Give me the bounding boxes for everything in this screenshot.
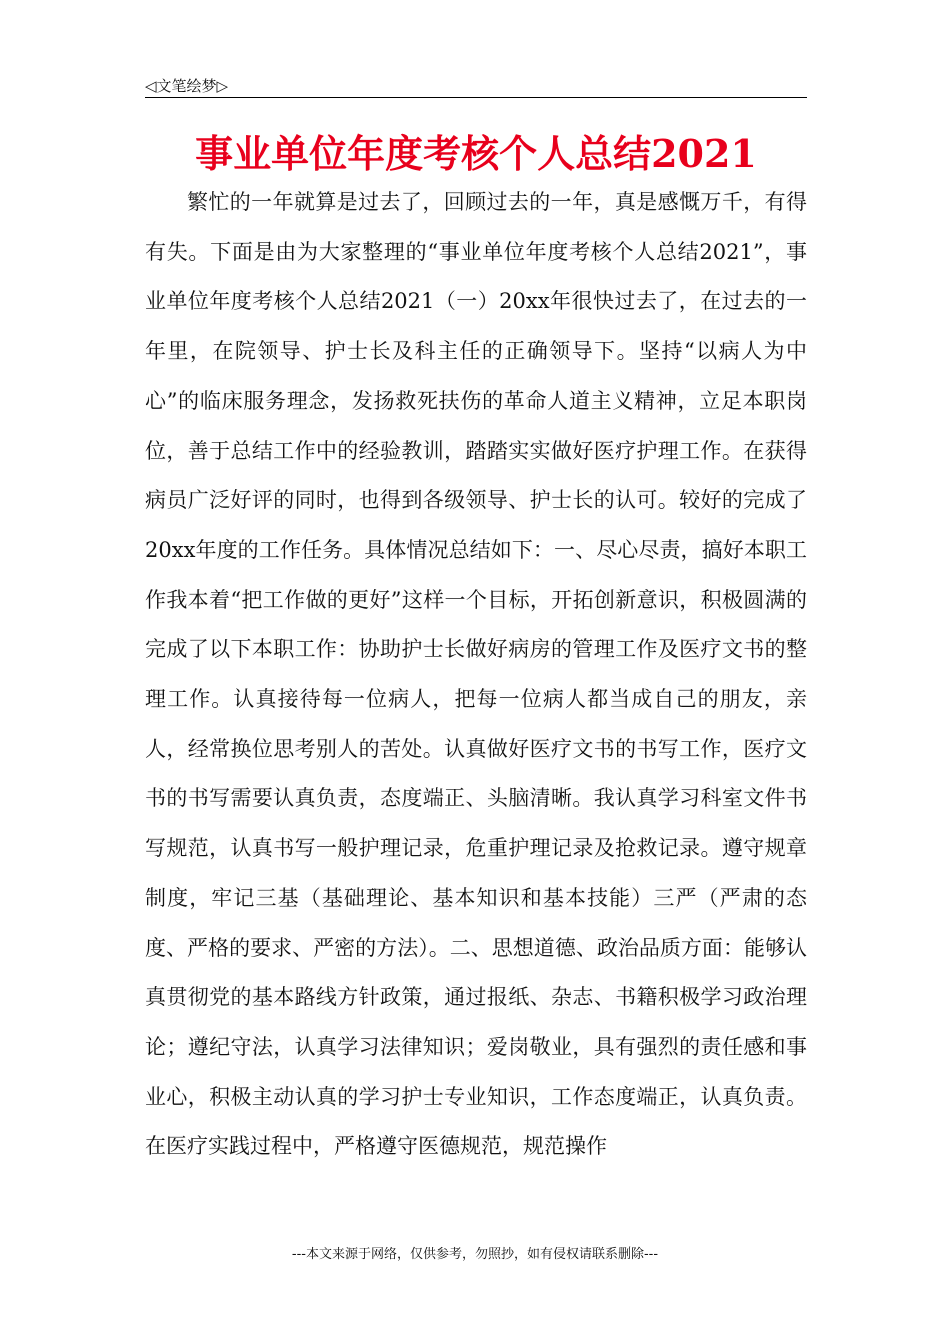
page-footer: ---本文来源于网络，仅供参考，勿照抄，如有侵权请联系删除--- <box>291 1247 659 1262</box>
document-title: 事业单位年度考核个人总结2021 <box>195 131 757 176</box>
document-body: 繁忙的一年就算是过去了，回顾过去的一年，真是感慨万千，有得有失。下面是由为大家整理的“事业单位年度考核个人总结2021”，事业单位年度考核个人总结2021（一）20xx年很快过去了，在过去的一年里，在院领导、护士长及科主任的正确领导下。坚持“以病人为中心”的临床服务理念，发扬救死扶伤的革命人道主义精神，立足本职岗位，善于总结工作中的经验教训，踏踏实实做好医疗护理工作。在获得病员广泛好评的同时，也得到各级领导、护士长的认可。较好的完成了20xx年度的工作任务。具体情况总结如下：一、尽心尽责，搞好本职工作我本着“把工作做的更好”这样一个目标，开拓创新意识，积极圆满的完成了以下本职工作：协助护士长做好病房的管理工作及医疗文书的整理工作。认真接待每一位病人，把每一位病人都当成自己的朋友，亲人，经常换位思考别人的苦处。认真做好医疗文书的书写工作，医疗文书的书写需要认真负责，态度端正、头脑清晰。我认真学习科室文件书写规范，认真书写一般护理记录，危重护理记录及抢救记录。遵守规章制度，牢记三基（基础理论、基本知识和基本技能）三严（严肃的态度、严格的要求、严密的方法）。二、思想道德、政治品质方面：能够认真贯彻党的基本路线方针政策，通过报纸、杂志、书籍积极学习政治理论；遵纪守法，认真学习法律知识；爱岗敬业，具有强烈的责任感和事业心，积极主动认真的学习护士专业知识，工作态度端正，认真负责。在医疗实践过程中，严格遵守医德规范，规范操作 <box>145 190 807 1159</box>
header-divider <box>145 97 807 98</box>
page-header: ◁文笔绘梦▷ <box>145 77 229 95</box>
